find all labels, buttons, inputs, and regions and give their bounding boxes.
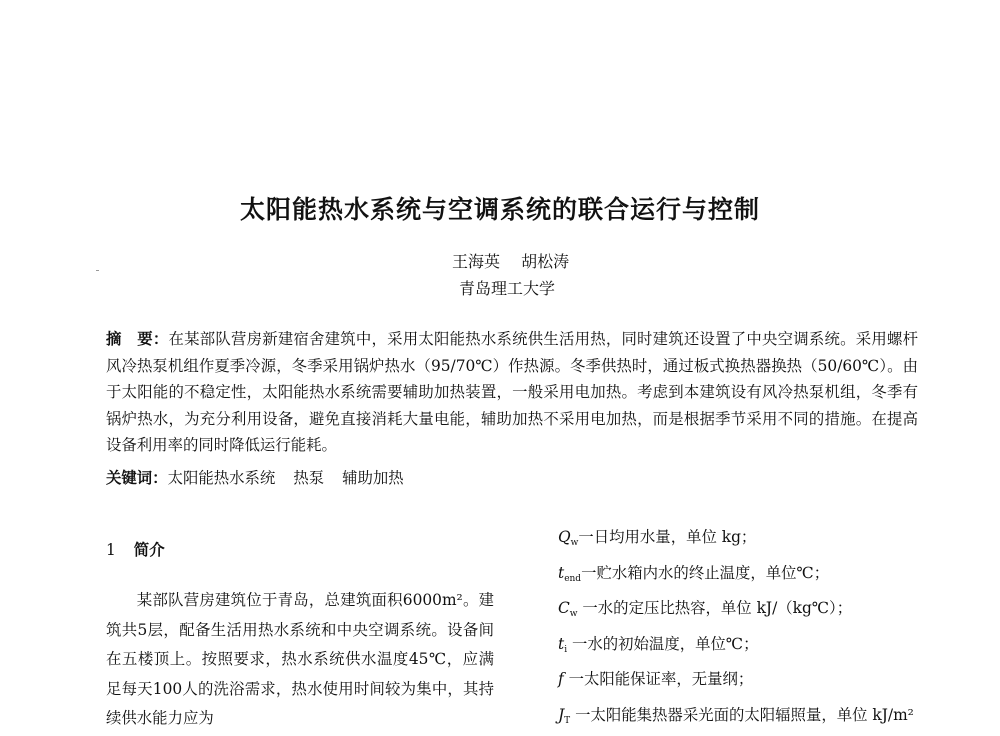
section-number: 1 bbox=[106, 541, 116, 559]
definition-item bbox=[558, 523, 938, 559]
def-text: 一水的定压比热容，单位 kJ/（kg℃）； bbox=[578, 599, 853, 617]
definition-item bbox=[558, 665, 938, 701]
keyword: 热泵 bbox=[293, 469, 324, 487]
keywords-label: 关键词： bbox=[106, 469, 168, 487]
scan-speck bbox=[96, 270, 99, 271]
def-text: 一日均用水量，单位 kg； bbox=[578, 528, 756, 546]
def-subscript: w bbox=[571, 538, 579, 548]
abstract-text: 在某部队营房新建宿舍建筑中，采用太阳能热水系统供生活用热，同时建筑还设置了中央空调系统。采用螺杆风冷热泵机组作夏季冷源，冬季采用锅炉热水（95/70℃）作热源。冬季供热时，通过板式换热器换热（50/60℃）。由于太阳能的不稳定性，太阳能热水系统需要辅助加热装置，一般采用电加热。考虑到本建筑设有风冷热泵机组，冬季有锅炉热水，为充分利用设备，避免直接消耗大量电能，辅助加热不采用电加热，而是根据季节采用不同的措施。在提高设备利用率的同时降低运行能耗。 bbox=[106, 330, 918, 454]
left-column bbox=[106, 586, 494, 734]
def-symbol: J bbox=[558, 706, 564, 724]
def-subscript: i bbox=[564, 645, 567, 655]
definition-item bbox=[558, 594, 938, 630]
keywords bbox=[106, 466, 422, 488]
def-symbol: t bbox=[558, 564, 564, 582]
paper-title: 太阳能热水系统与空调系统的联合运行与控制 bbox=[0, 190, 1000, 226]
def-text: 一水的初始温度，单位℃； bbox=[567, 635, 758, 653]
abstract-label: 摘 要： bbox=[106, 330, 168, 348]
section-title: 简介 bbox=[134, 541, 165, 559]
def-symbol: t bbox=[558, 635, 564, 653]
def-subscript: end bbox=[564, 574, 581, 584]
def-text: 一贮水箱内水的终止温度，单位℃； bbox=[581, 564, 829, 582]
section-heading bbox=[106, 538, 165, 560]
authors: 王海英 胡松涛 bbox=[452, 249, 569, 272]
keyword: 辅助加热 bbox=[342, 469, 404, 487]
keyword: 太阳能热水系统 bbox=[168, 469, 276, 487]
variable-definitions bbox=[558, 523, 938, 736]
affiliation: 青岛理工大学 bbox=[459, 276, 555, 299]
definition-item bbox=[558, 559, 938, 595]
definition-item bbox=[558, 630, 938, 666]
def-symbol: f bbox=[558, 670, 564, 688]
def-symbol: C bbox=[558, 599, 570, 617]
def-text: 一太阳能保证率，无量纲； bbox=[564, 670, 754, 688]
def-subscript: T bbox=[564, 716, 570, 726]
section-paragraph: 某部队营房建筑位于青岛，总建筑面积6000m²。建筑共5层，配备生活用热水系统和中央空调系统。设备间在五楼顶上。按照要求，热水系统供水温度45℃，应满足每天100人的洗浴需求，热水使用时间较为集中，其持续供水能力应为 bbox=[106, 586, 494, 734]
def-subscript: w bbox=[570, 609, 578, 619]
def-symbol: Q bbox=[558, 528, 571, 546]
definition-item bbox=[558, 701, 938, 736]
abstract bbox=[106, 326, 918, 459]
def-text: 一太阳能集热器采光面的太阳辐照量，单位 kJ/m² bbox=[570, 706, 914, 724]
